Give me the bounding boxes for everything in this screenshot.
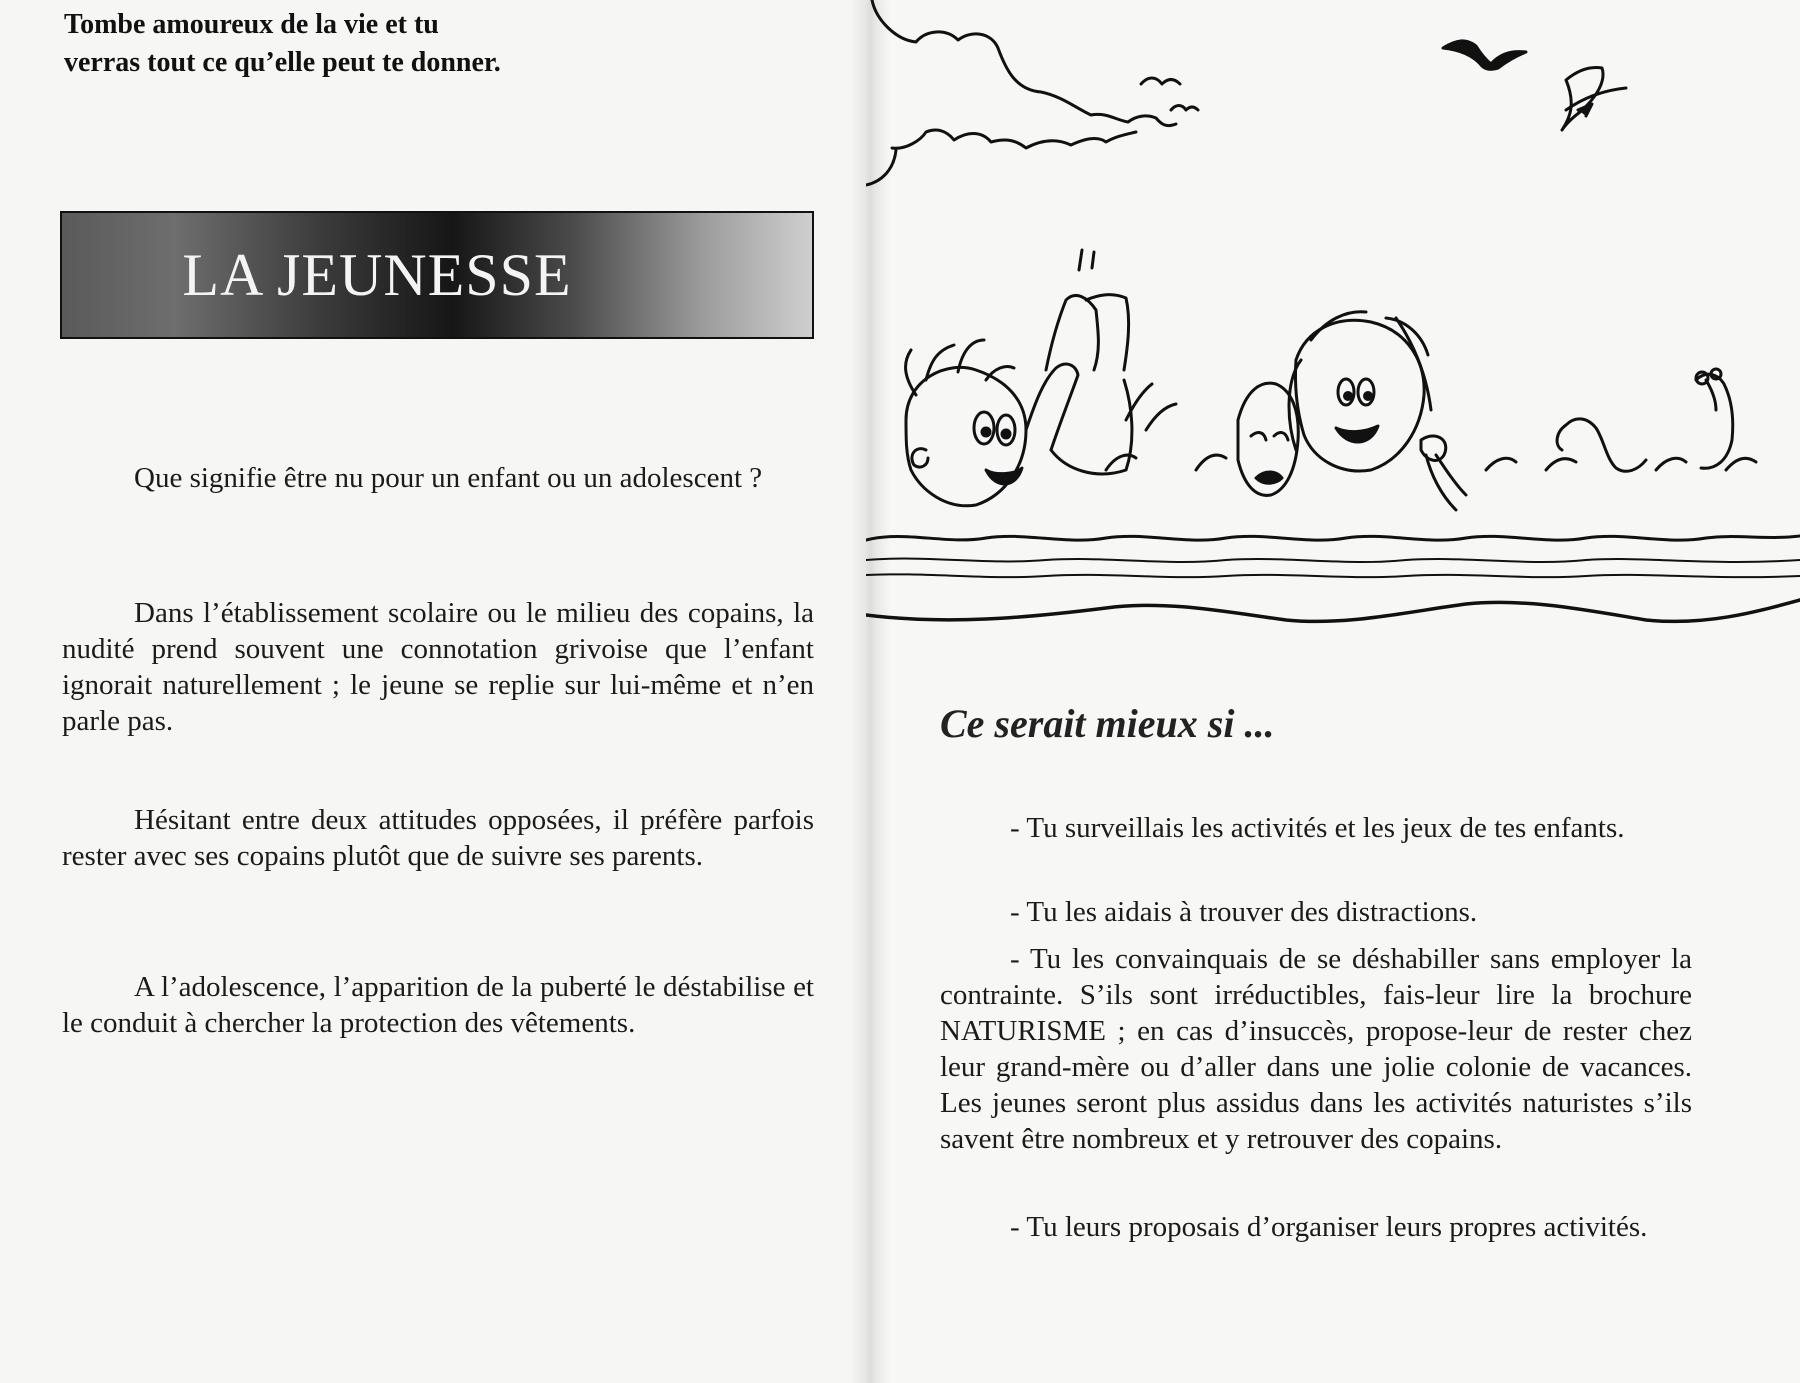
kicking-legs-icon <box>1557 369 1733 471</box>
list-item: - Tu leurs proposais d’organiser leurs propres activités. <box>1010 1211 1648 1243</box>
paragraph-4: A l’adolescence, l’apparition de la puberté le déstabilise et le conduit à chercher la protection des vêtements. <box>62 971 814 1039</box>
list-item: - Tu les convainquais de se déshabiller sans employer la contrainte. S’ils sont irréductibles, fais-leur lire la brochure NATURISME ; en cas d’insuccès, propose-leur de rester chez leur grand-mère ou d’aller dans une jolie colonie de vacances. Les jeunes seront plus assidus dans les activités naturistes s’ils savent être nombreux et y retrouver des copains. <box>940 943 1692 1155</box>
section-title: LA JEUNESSE <box>182 241 572 308</box>
seagull-icon <box>1443 41 1526 69</box>
section-banner <box>60 211 814 339</box>
paragraph-1: Que signifie être nu pour un enfant ou un adolescent ? <box>134 462 763 494</box>
opening-quote: Tombe amoureux de la vie et tu verras tout ce qu’elle peut te donner. <box>64 9 501 78</box>
cloud-icon <box>872 0 1176 126</box>
section-heading: Ce serait mieux si ... <box>940 701 1275 746</box>
list-item: - Tu les aidais à trouver des distractions. <box>1010 896 1478 928</box>
water-waves-icon <box>866 536 1800 540</box>
bird-icon <box>1171 106 1198 111</box>
girl-character-icon <box>1289 312 1466 510</box>
list-item: - Tu surveillais les activités et les jeux de tes enfants. <box>1010 812 1625 844</box>
paragraph-3: Hésitant entre deux attitudes opposées, il préfère parfois rester avec ses copains plutôt que de suivre ses parents. <box>62 804 814 872</box>
bird-icon <box>1141 78 1180 84</box>
paragraph-2: Dans l’établissement scolaire ou le milieu des copains, la nudité prend souvent une connotation grivoise que l’enfant ignorait naturellement ; le jeune se replie sur lui-même et n’en parle pas. <box>62 597 814 737</box>
children-swimming-cartoon-icon <box>866 0 1800 640</box>
boy-character-icon <box>906 250 1132 506</box>
seagull-icon <box>1562 68 1626 131</box>
